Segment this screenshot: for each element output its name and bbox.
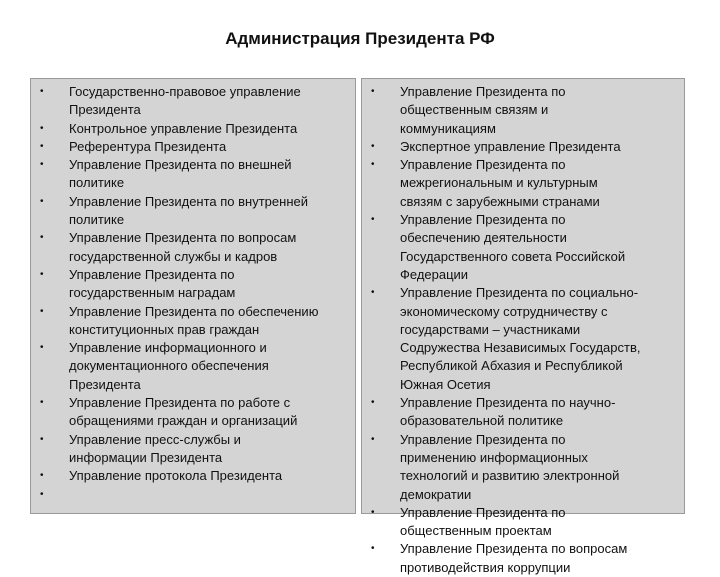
bullet-icon: • [371,397,375,409]
list-item-text: Управление Президента по общественным связям и коммуникациям [400,84,566,136]
list-item [31,339,321,394]
list-item [31,266,321,303]
bullet-icon: • [371,287,375,299]
bullet-icon: • [371,543,375,555]
list-item [362,211,642,284]
page-title: Администрация Президента РФ [225,29,495,48]
list-item-text: Управление Президента по социально-экономическому сотрудничеству с государствами – участниками Содружества Независимых Государств, Республикой Абхазия и Республикой Южная Осетия [400,285,641,392]
list-item [31,193,321,230]
right-panel [361,78,685,575]
list-item-text: Экспертное управление Президента [400,138,621,154]
bullet-icon: • [371,214,375,226]
bullet-icon: • [40,232,44,244]
list-item-text: Управление Президента по внутренней политике [69,193,308,228]
right-list [362,83,642,577]
empty-list-item [31,486,321,504]
list-item-text: Управление Президента по вопросам государственной службы и кадров [69,230,297,264]
list-item-text: Государственно-правовое управление Президента [69,84,301,118]
bullet-icon: • [40,268,44,280]
list-item-text: Управление Президента по межрегиональным и культурным связям с зарубежными странами [400,157,600,209]
list-item-text: Управление Президента по научно-образовательной политике [400,395,616,429]
list-item [362,83,642,138]
bullet-icon: • [371,506,375,518]
bullet-icon: • [40,470,44,482]
bullet-icon: • [371,433,375,445]
list-item-text: Референтура Президента [69,138,227,154]
bullet-icon: • [371,140,375,152]
bullet-icon: • [40,159,44,171]
list-item [362,504,642,541]
bullet-icon: • [40,433,44,445]
bullet-icon: • [40,488,44,500]
list-item [31,394,321,431]
bullet-icon: • [40,397,44,409]
list-item [31,120,321,138]
list-item-text: Управление Президента по вопросам противодействия коррупции [400,541,628,575]
left-panel [30,78,356,514]
bullet-icon: • [40,140,44,152]
bullet-icon: • [40,305,44,317]
bullet-icon: • [371,86,375,97]
bullet-icon: • [40,342,44,354]
list-item [31,229,321,266]
list-item [31,303,321,340]
list-item [31,83,321,120]
bullet-icon: • [40,86,44,97]
left-list [31,83,321,504]
list-item-text: Контрольное управление Президента [69,120,298,136]
list-item [362,138,642,156]
list-item-text: Управление Президента по обеспечению деятельности Государственного совета Российской Федерации [400,212,626,282]
bullet-icon: • [40,122,44,134]
bullet-icon: • [40,195,44,207]
list-item-text: Управление Президента по государственным наградам [69,266,236,301]
list-item-text: Управление Президента по внешней политике [69,157,292,191]
bullet-icon: • [371,159,375,171]
list-item [31,467,321,485]
list-item [362,540,642,577]
list-item-text: Управление информационного и документационного обеспечения Президента [69,340,269,392]
list-item [31,156,321,193]
list-item [362,284,642,394]
list-item [362,431,642,504]
list-item-text: Управление Президента по работе с обращениями граждан и организаций [69,395,298,429]
list-item-text: Управление Президента по общественным проектам [400,504,566,539]
list-item [31,431,321,468]
list-item-text: Управление пресс-службы и информации Президента [69,431,241,465]
list-item [362,394,642,431]
list-item [362,156,642,211]
list-item-text: Управление Президента по обеспечению конституционных прав граждан [69,303,319,337]
list-item-text: Управление протокола Президента [69,468,283,484]
list-item [31,138,321,156]
list-item-text: Управление Президента по применению информационных технологий и развитию электронной демократии [400,431,620,502]
